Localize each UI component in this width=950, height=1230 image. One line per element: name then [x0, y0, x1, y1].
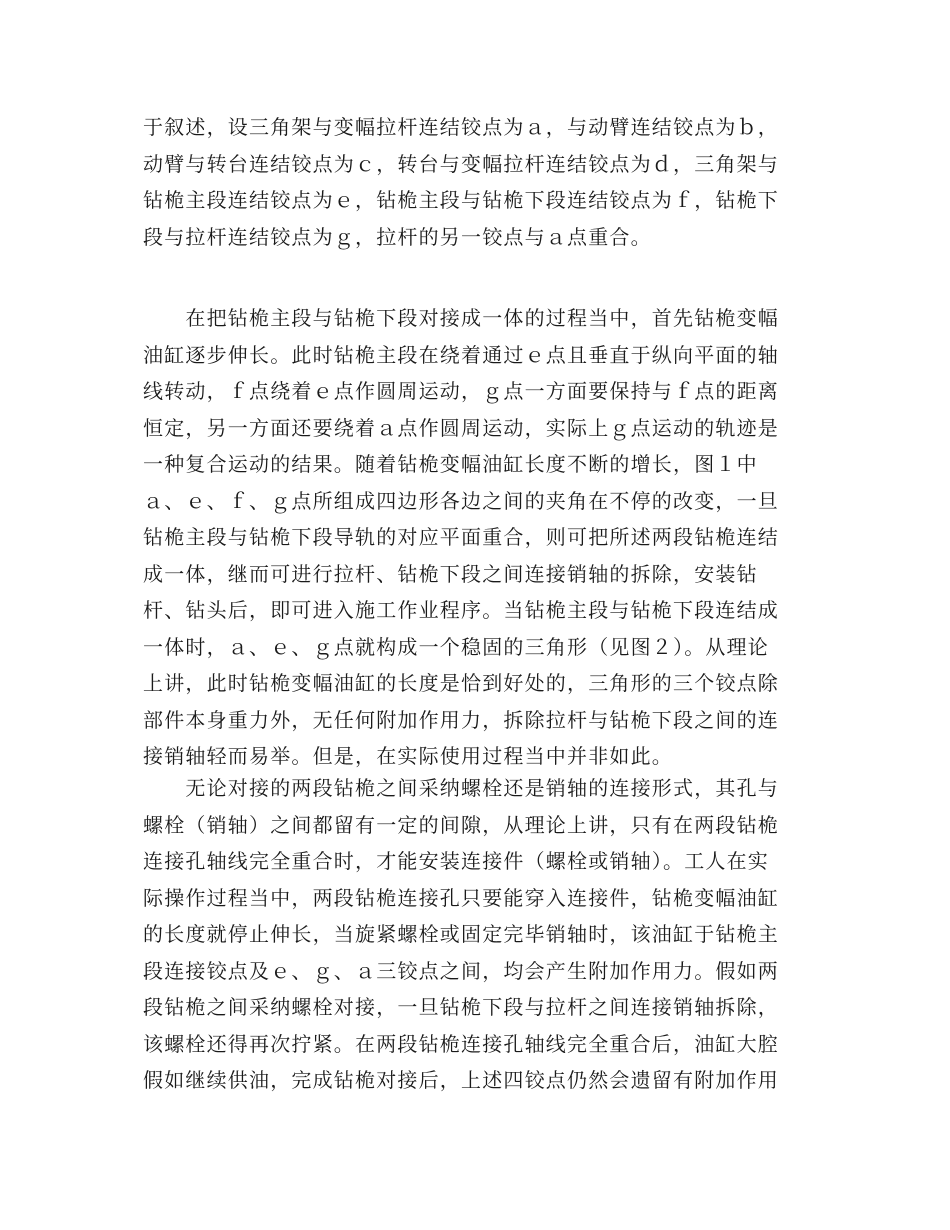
text-line: 段连接铰点及ｅ、ｇ、ａ三铰点之间，均会产生附加作用力。假如两 — [143, 958, 779, 983]
text-line: 一种复合运动的结果。随着钻桅变幅油缸长度不断的增长，图１中 — [143, 452, 758, 476]
paragraph-1 — [143, 109, 807, 255]
text-line: 钻桅主段与钻桅下段导轨的对应平面重合，则可把所述两段钻桅连结 — [143, 525, 779, 549]
text-line: 接销轴轻而易举。但是，在实际使用过程当中并非如此。 — [143, 744, 673, 768]
text-line: 成一体，继而可进行拉杆、钻桅下段之间连接销轴的拆除，安装钻 — [143, 561, 758, 586]
text-line: 螺栓（销轴）之间都留有一定的间隙，从理论上讲，只有在两段钻桅 — [143, 812, 779, 837]
text-line: 际操作过程当中，两段钻桅连接孔只要能穿入连接件，钻桅变幅油缸 — [143, 885, 779, 910]
text-line: 段与拉杆连结铰点为ｇ，拉杆的另一铰点与ａ点重合。 — [143, 224, 652, 249]
text-line: 一体时，ａ、ｅ、ｇ点就构成一个稳固的三角形（见图２）。从理论 — [143, 634, 769, 659]
text-line: 段钻桅之间采纳螺栓对接，一旦钻桅下段与拉杆之间连接销轴拆除， — [143, 995, 779, 1019]
text-line: 的长度就停止伸长，当旋紧螺栓或固定完毕销轴时，该油缸于钻桅主 — [143, 922, 779, 946]
text-line: 于叙述，设三角架与变幅拉杆连结铰点为ａ，与动臂连结铰点为ｂ， — [143, 115, 779, 139]
text-line: 恒定，另一方面还要绕着ａ点作圆周运动，实际上ｇ点运动的轨迹是 — [143, 415, 779, 440]
paragraph-2 — [143, 300, 807, 775]
text-line: 连接孔轴线完全重合时，才能安装连接件（螺栓或销轴）。工人在实 — [143, 849, 769, 873]
text-line: 该螺栓还得再次拧紧。在两段钻桅连接孔轴线完全重合后，油缸大腔 — [143, 1031, 779, 1056]
text-line: 杆、钻头后，即可进入施工作业程序。当钻桅主段与钻桅下段连结成 — [143, 598, 779, 622]
text-line: 部件本身重力外，无任何附加作用力，拆除拉杆与钻桅下段之间的连 — [143, 707, 779, 732]
text-line: 钻桅主段连结铰点为ｅ，钻桅主段与钻桅下段连结铰点为ｆ，钻桅下 — [143, 188, 779, 212]
text-line: 无论对接的两段钻桅之间采纳螺栓还是销轴的连接形式，其孔与 — [143, 776, 779, 800]
text-line: 动臂与转台连结铰点为ｃ，转台与变幅拉杆连结铰点为ｄ，三角架与 — [143, 151, 779, 176]
text-line: 线转动，ｆ点绕着ｅ点作圆周运动，ｇ点一方面要保持与ｆ点的距离 — [143, 379, 779, 403]
text-line: 上讲，此时钻桅变幅油缸的长度是恰到好处的，三角形的三个铰点除 — [143, 671, 779, 695]
text-line: 油缸逐步伸长。此时钻桅主段在绕着通过ｅ点且垂直于纵向平面的轴 — [143, 342, 779, 367]
paragraph-3 — [143, 770, 807, 1099]
text-line: ａ、ｅ、ｆ、ｇ点所组成四边形各边之间的夹角在不停的改变，一旦 — [143, 488, 779, 513]
text-line: 在把钻桅主段与钻桅下段对接成一体的过程当中，首先钻桅变幅 — [143, 306, 779, 330]
text-line: 假如继续供油，完成钻桅对接后，上述四铰点仍然会遗留有附加作用 — [143, 1068, 779, 1092]
